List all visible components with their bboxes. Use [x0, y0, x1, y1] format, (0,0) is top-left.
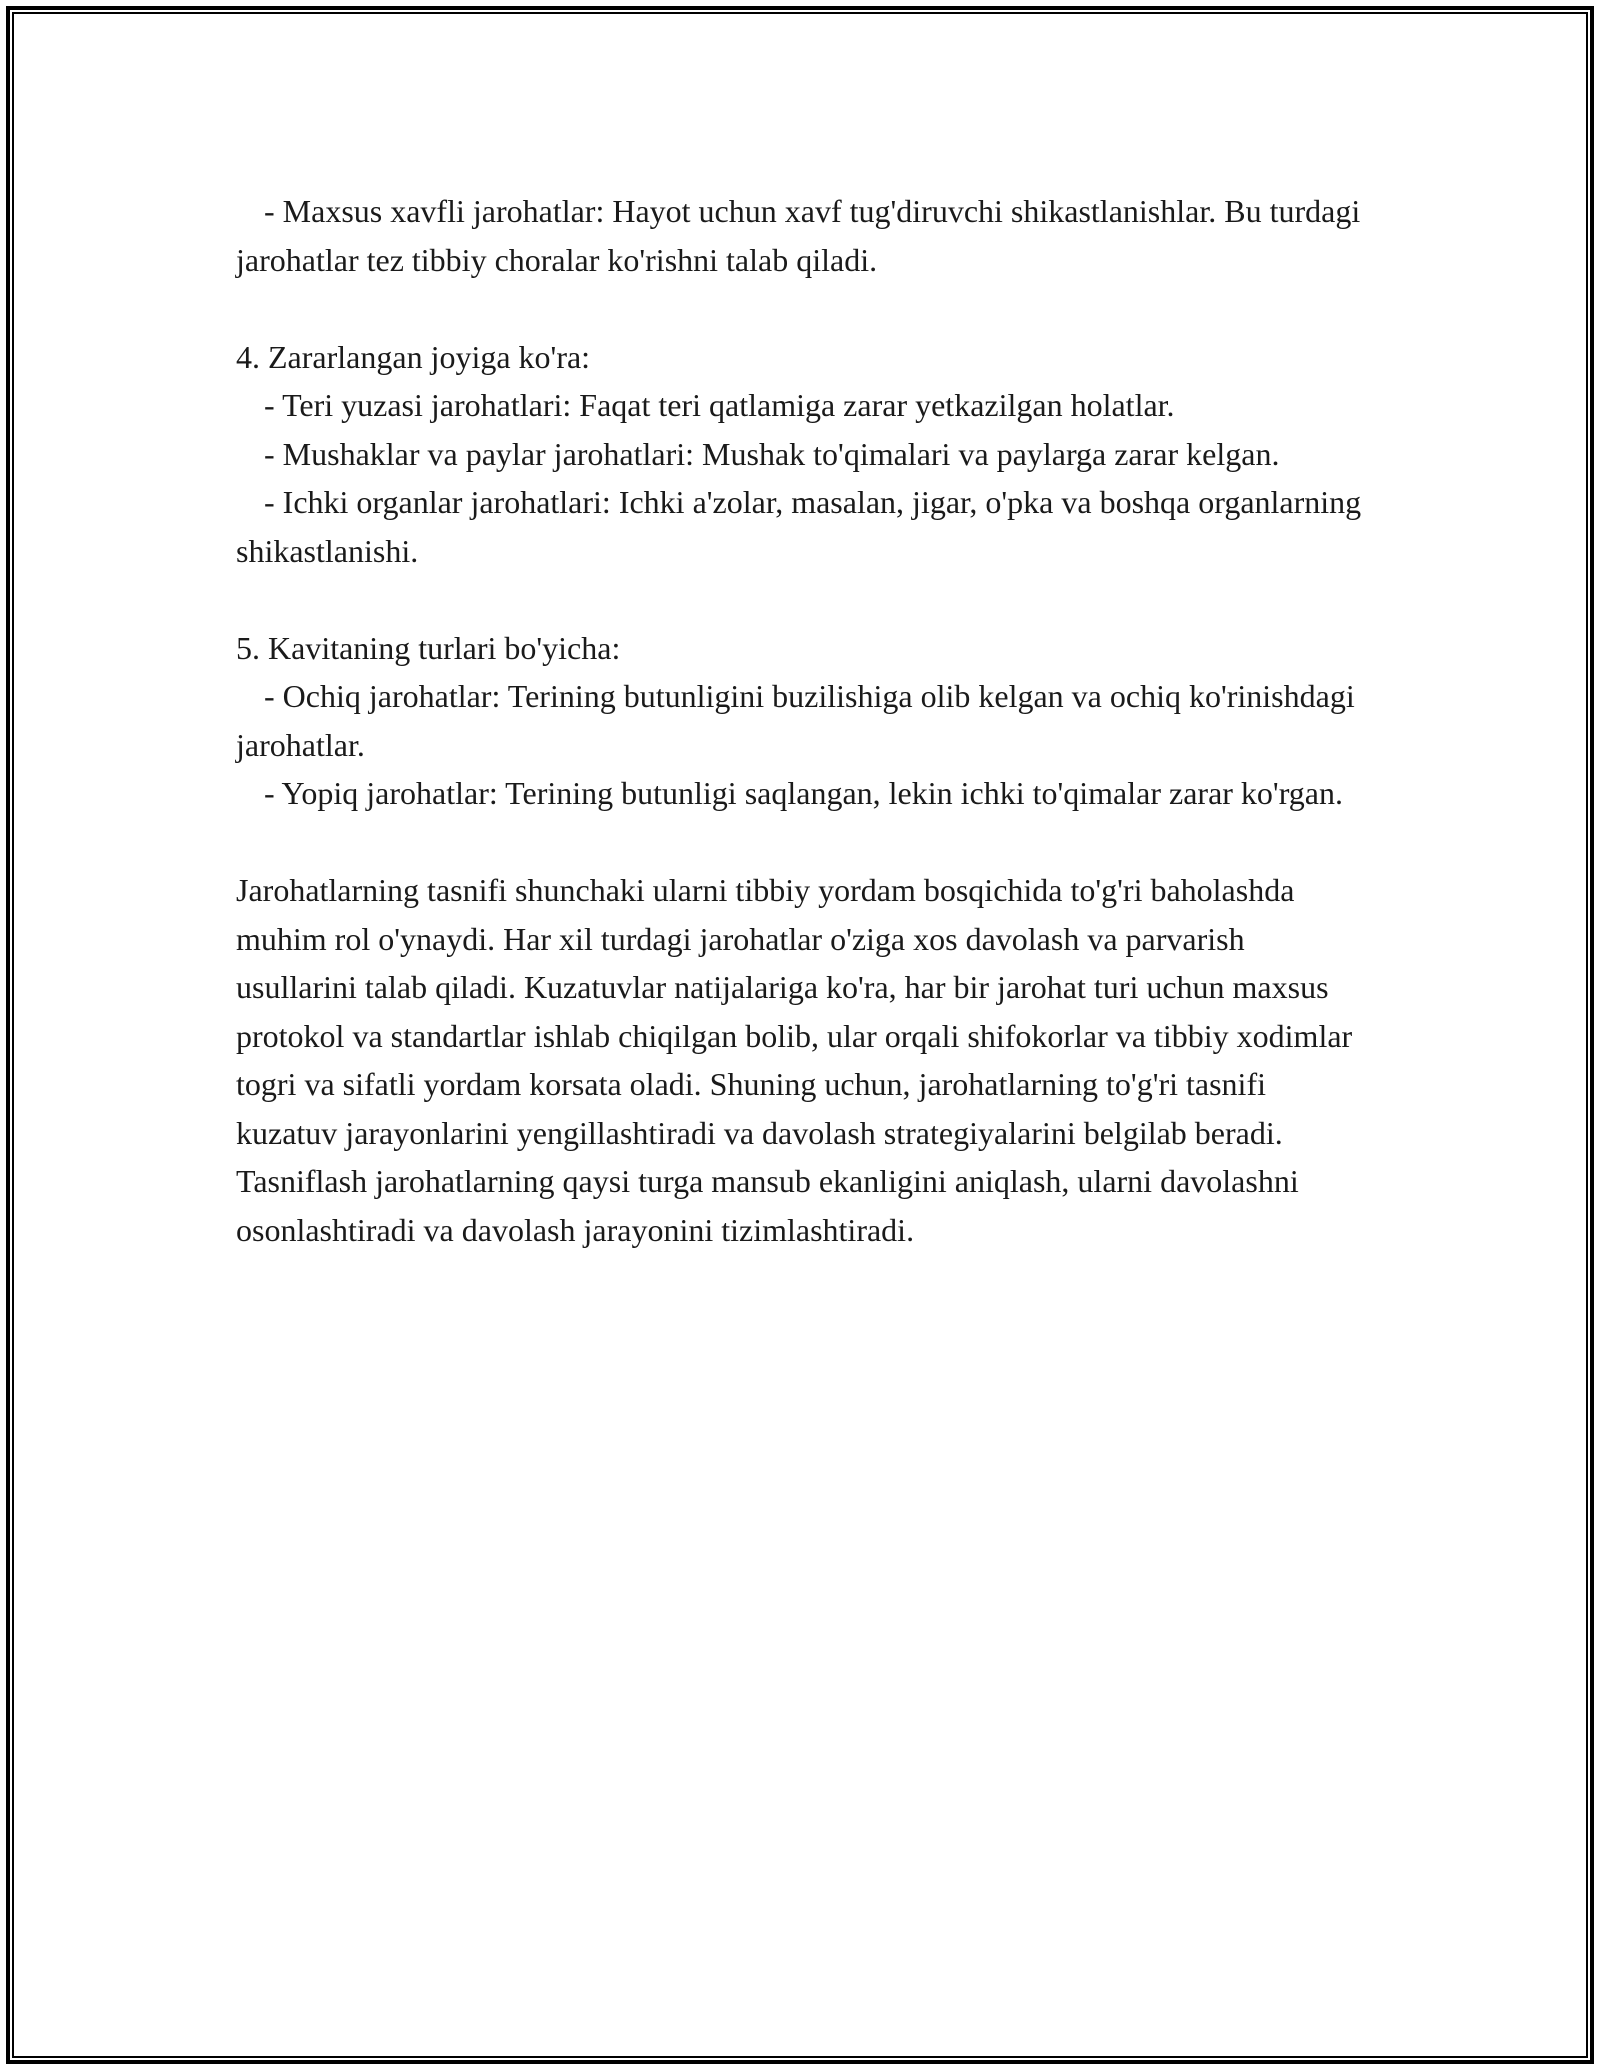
intro-bullet: - Maxsus xavfli jarohatlar: Hayot uchun xavf tug'diruvchi shikastlanishlar. Bu turdagi jarohatlar tez tibbiy choralar ko'rishni talab qiladi. — [236, 193, 1361, 278]
section-4-item: - Ichki organlar jarohatlari: Ichki a'zolar, masalan, jigar, o'pka va boshqa organlarning shikastlanishi. — [236, 484, 1362, 569]
section-4-heading: 4. Zararlangan joyiga ko'ra: — [236, 338, 591, 375]
section-5-item: - Yopiq jarohatlar: Terining butunligi saqlangan, lekin ichki to'qimalar zarar ko'rgan. — [264, 775, 1343, 811]
intro-block — [236, 187, 1366, 284]
section-5-item: - Ochiq jarohatlar: Terining butunligini buzilishiga olib kelgan va ochiq ko'rinishdagi jarohatlar. — [236, 678, 1355, 763]
section-4-item: - Teri yuzasi jarohatlari: Faqat teri qatlamiga zarar yetkazilgan holatlar. — [264, 387, 1175, 423]
section-4-item: - Mushaklar va paylar jarohatlari: Mushak to'qimalari va paylarga zarar kelgan. — [264, 435, 1280, 472]
section-5-heading: 5. Kavitaning turlari bo'yicha: — [236, 629, 621, 666]
section-5 — [236, 624, 1366, 818]
section-4 — [236, 333, 1366, 576]
conclusion-paragraph: Jarohatlarning tasnifi shunchaki ularni tibbiy yordam bosqichida to'g'ri baholashda muhim rol o'ynaydi. Har xil turdagi jarohatlar o'ziga xos davolash va parvarish usullarini talab qiladi. Kuzatuvlar natijalariga ko'ra, har bir jarohat turi uchun maxsus protokol va standartlar ishlab chiqilgan bolib, ular orqali shifokorlar va tibbiy xodimlar togri va sifatli yordam korsata oladi. Shuning uchun, jarohatlarning to'g'ri tasnifi kuzatuv jarayonlarini yengillashtiradi va davolash strategiyalarini belgilab beradi. Tasniflash jarohatlarning qaysi turga mansub ekanligini aniqlash, ularni davolashni osonlashtiradi va davolash jarayonini tizimlashtiradi. — [236, 872, 1353, 1248]
document-body — [236, 187, 1366, 1303]
conclusion-block — [236, 866, 1366, 1254]
